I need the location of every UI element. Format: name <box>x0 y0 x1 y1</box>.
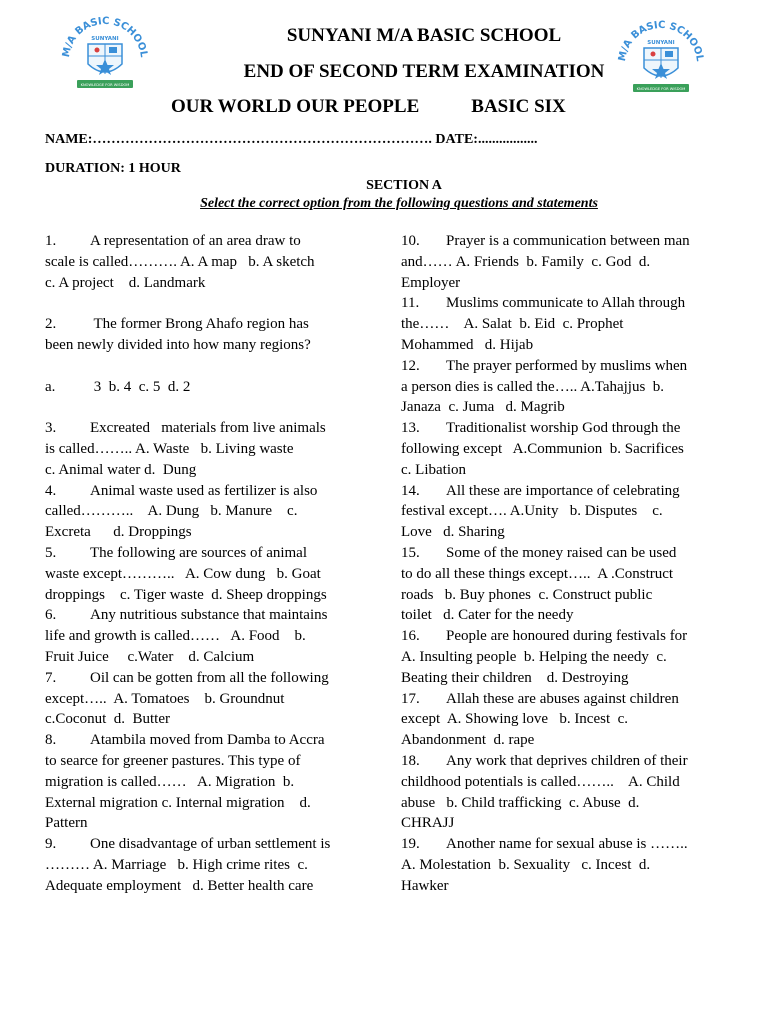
question-line-first <box>45 605 355 626</box>
question-text: Animal waste used as fertilizer is also <box>90 482 318 499</box>
question-number: 13. <box>401 420 420 437</box>
question-item <box>45 418 355 480</box>
question-number: 6. <box>45 607 57 624</box>
question-text: Janaza c. Juma d. Magrib <box>401 399 565 416</box>
question-line-first <box>401 543 713 564</box>
question-item <box>45 377 355 398</box>
question-line-first <box>401 231 713 252</box>
question-line <box>401 585 713 606</box>
question-text: Traditionalist worship God through the <box>446 420 681 437</box>
question-line-first <box>401 293 713 314</box>
question-text: People are honoured during festivals for <box>446 628 688 645</box>
question-number: 18. <box>401 752 420 769</box>
question-line <box>401 647 713 668</box>
question-line <box>45 876 355 897</box>
question-text: c. Libation <box>401 461 466 478</box>
question-text: Any nutritious substance that maintains <box>90 607 328 624</box>
question-number: 15. <box>401 544 420 561</box>
question-text: abuse b. Child trafficking c. Abuse d. <box>401 794 640 811</box>
question-text: except….. A. Tomatoes b. Groundnut <box>45 690 285 707</box>
question-number: 11. <box>401 295 420 312</box>
class-title: BASIC SIX <box>471 96 566 117</box>
question-item <box>401 543 713 626</box>
question-line <box>401 460 713 481</box>
question-line <box>45 522 355 543</box>
exam-title: END OF SECOND TERM EXAMINATION <box>243 61 605 82</box>
question-text: Employer <box>401 274 461 291</box>
question-number: 8. <box>45 732 57 749</box>
question-number: 7. <box>45 669 57 686</box>
question-number: 12. <box>401 357 420 374</box>
question-text: Any work that deprives children of their <box>446 752 688 769</box>
question-text: to searce for greener pastures. This type of <box>45 752 301 769</box>
question-text: Atambila moved from Damba to Accra <box>90 732 325 749</box>
question-number: 17. <box>401 690 420 707</box>
question-text: festival except…. A.Unity b. Disputes c. <box>401 503 663 520</box>
question-text: Adequate employment d. Better health care <box>45 877 314 894</box>
question-line <box>45 585 355 606</box>
question-text: to do all these things except….. A .Construct <box>401 565 674 582</box>
question-item <box>45 730 355 834</box>
question-text: Another name for sexual abuse is …….. <box>446 836 688 853</box>
question-line <box>45 626 355 647</box>
question-text: Mohammed d. Hijab <box>401 336 534 353</box>
question-text: A representation of an area draw to <box>90 233 301 249</box>
question-line <box>401 314 713 335</box>
question-text: scale is called………. A. A map b. A sketch <box>45 253 315 270</box>
question-line <box>45 460 355 481</box>
question-line <box>45 273 355 294</box>
question-number: 9. <box>45 836 57 853</box>
question-text: A. Insulting people b. Helping the needy c. <box>401 648 667 665</box>
question-text: been newly divided into how many regions? <box>45 336 311 353</box>
question-text: life and growth is called…… A. Food b. <box>45 628 306 645</box>
spacer <box>45 293 355 314</box>
question-text: Fruit Juice c.Water d. Calcium <box>45 648 255 665</box>
question-line <box>401 772 713 793</box>
question-number: 3. <box>45 420 57 437</box>
question-line <box>401 605 713 626</box>
question-line <box>401 522 713 543</box>
question-number: 1. <box>45 233 57 249</box>
question-line <box>401 564 713 585</box>
question-text: childhood potentials is called…….. A. Child <box>401 773 680 790</box>
question-line-first <box>401 481 713 502</box>
subject-title: OUR WORLD OUR PEOPLE <box>171 96 420 117</box>
question-line <box>45 439 355 460</box>
question-line <box>45 647 355 668</box>
question-number: 19. <box>401 836 420 853</box>
question-line <box>401 730 713 751</box>
section-instruction: Select the correct option from the following questions and statements <box>200 196 598 211</box>
question-line <box>45 772 355 793</box>
question-text: and…… A. Friends b. Family c. God d. <box>401 253 651 270</box>
question-item <box>401 834 713 896</box>
question-line <box>401 252 713 273</box>
question-number: a. <box>45 378 56 395</box>
question-line <box>401 273 713 294</box>
question-item <box>401 481 713 543</box>
subject-row <box>171 96 566 118</box>
logo-arc-text: M/A BASIC SCHOOL <box>616 19 705 63</box>
question-text: waste except……….. A. Cow dung b. Goat <box>45 565 321 582</box>
question-line-first <box>45 668 355 689</box>
question-text: Muslims communicate to Allah through <box>446 295 686 312</box>
question-text: External migration c. Internal migration d. <box>45 794 311 811</box>
duration-label: DURATION: 1 HOUR <box>45 161 181 176</box>
question-line <box>45 335 355 356</box>
question-line <box>45 709 355 730</box>
logo-arc-text: M/A BASIC SCHOOL <box>60 15 149 59</box>
question-line-first <box>401 751 713 772</box>
question-line <box>401 439 713 460</box>
question-text: Hawker <box>401 877 449 894</box>
question-text: The former Brong Ahafo region has <box>90 316 309 333</box>
question-text: Pattern <box>45 815 88 832</box>
question-text: The prayer performed by muslims when <box>446 357 688 374</box>
question-line <box>45 564 355 585</box>
question-item <box>401 751 713 834</box>
question-text: A. Molestation b. Sexuality c. Incest d. <box>401 856 651 873</box>
question-line <box>401 335 713 356</box>
spacer <box>45 397 355 418</box>
spacer <box>45 356 355 377</box>
question-text: roads b. Buy phones c. Construct public <box>401 586 653 603</box>
question-text: 3 b. 4 c. 5 d. 2 <box>90 378 191 395</box>
question-line-first <box>401 834 713 855</box>
question-item <box>401 689 713 751</box>
question-line-first <box>45 834 355 855</box>
question-item <box>45 314 355 356</box>
question-number: 10. <box>401 233 420 249</box>
logo-motto: KNOWLEDGE FOR WISDOM <box>80 82 130 87</box>
question-item <box>45 231 355 293</box>
question-line <box>45 813 355 834</box>
question-text: droppings c. Tiger waste d. Sheep droppings <box>45 586 327 603</box>
question-item <box>45 834 355 896</box>
question-line <box>401 855 713 876</box>
question-line <box>45 501 355 522</box>
question-text: All these are importance of celebrating <box>446 482 680 499</box>
question-text: The following are sources of animal <box>90 544 308 561</box>
question-item <box>401 356 713 418</box>
question-line <box>45 855 355 876</box>
school-logo-left <box>55 8 155 98</box>
question-text: Beating their children d. Destroying <box>401 669 629 686</box>
question-line-first <box>45 543 355 564</box>
question-line <box>401 501 713 522</box>
section-title: SECTION A <box>366 178 442 193</box>
question-number: 14. <box>401 482 420 499</box>
question-line <box>45 793 355 814</box>
questions-right-column <box>401 231 713 897</box>
name-date-line: NAME:………………………………………………………………. DATE:................. <box>45 132 538 147</box>
question-text: c. A project d. Landmark <box>45 274 206 291</box>
question-text: Love d. Sharing <box>401 524 505 541</box>
question-text: a person dies is called the….. A.Tahajjus b. <box>401 378 665 395</box>
question-line-first <box>401 626 713 647</box>
question-text: the…… A. Salat b. Eid c. Prophet <box>401 316 624 333</box>
question-line <box>401 377 713 398</box>
question-line <box>45 252 355 273</box>
question-item <box>45 668 355 730</box>
question-item <box>45 605 355 667</box>
question-line-first <box>401 356 713 377</box>
question-text: c.Coconut d. Butter <box>45 711 170 728</box>
question-item <box>45 481 355 543</box>
question-text: Some of the money raised can be used <box>446 544 677 561</box>
question-line-first <box>45 314 355 335</box>
question-line <box>401 876 713 897</box>
question-line-first <box>45 730 355 751</box>
question-number: 5. <box>45 544 57 561</box>
question-text: following except A.Communion b. Sacrifices <box>401 440 684 457</box>
question-text: One disadvantage of urban settlement is <box>90 836 331 853</box>
school-name: SUNYANI M/A BASIC SCHOOL <box>286 25 562 46</box>
logo-inner-text: SUNYANI <box>91 36 119 42</box>
question-text: Allah these are abuses against children <box>446 690 679 707</box>
question-text: Excreated materials from live animals <box>90 420 326 437</box>
question-text: called……….. A. Dung b. Manure c. <box>45 503 298 520</box>
question-line-first <box>45 231 355 252</box>
question-line-first <box>401 689 713 710</box>
questions-left-column <box>45 231 355 897</box>
question-item <box>401 293 713 355</box>
question-item <box>45 543 355 605</box>
question-item <box>401 418 713 480</box>
question-line-first <box>401 418 713 439</box>
question-text: migration is called…… A. Migration b. <box>45 773 295 790</box>
question-text: is called…….. A. Waste b. Living waste <box>45 440 294 457</box>
question-number: 4. <box>45 482 57 499</box>
question-text: Prayer is a communication between man <box>446 233 690 249</box>
question-item <box>401 231 713 293</box>
question-line <box>401 709 713 730</box>
question-item <box>401 626 713 688</box>
question-line <box>45 751 355 772</box>
question-line <box>45 689 355 710</box>
question-text: Oil can be gotten from all the following <box>90 669 329 686</box>
question-number: 2. <box>45 316 57 333</box>
question-text: Excreta d. Droppings <box>45 524 192 541</box>
question-line <box>401 397 713 418</box>
question-line <box>401 793 713 814</box>
question-number: 16. <box>401 628 420 645</box>
question-text: toilet d. Cater for the needy <box>401 607 574 624</box>
question-text: ……… A. Marriage b. High crime rites c. <box>45 856 308 873</box>
question-text: Abandonment d. rape <box>401 732 535 749</box>
question-text: CHRAJJ <box>401 815 455 832</box>
question-text: except A. Showing love b. Incest c. <box>401 711 629 728</box>
logo-inner-text: SUNYANI <box>647 40 675 46</box>
logo-motto: KNOWLEDGE FOR WISDOM <box>636 86 686 91</box>
question-line-first <box>45 481 355 502</box>
question-line-first <box>45 377 355 398</box>
question-line <box>401 668 713 689</box>
question-line-first <box>45 418 355 439</box>
question-line <box>401 813 713 834</box>
question-text: c. Animal water d. Dung <box>45 461 197 478</box>
